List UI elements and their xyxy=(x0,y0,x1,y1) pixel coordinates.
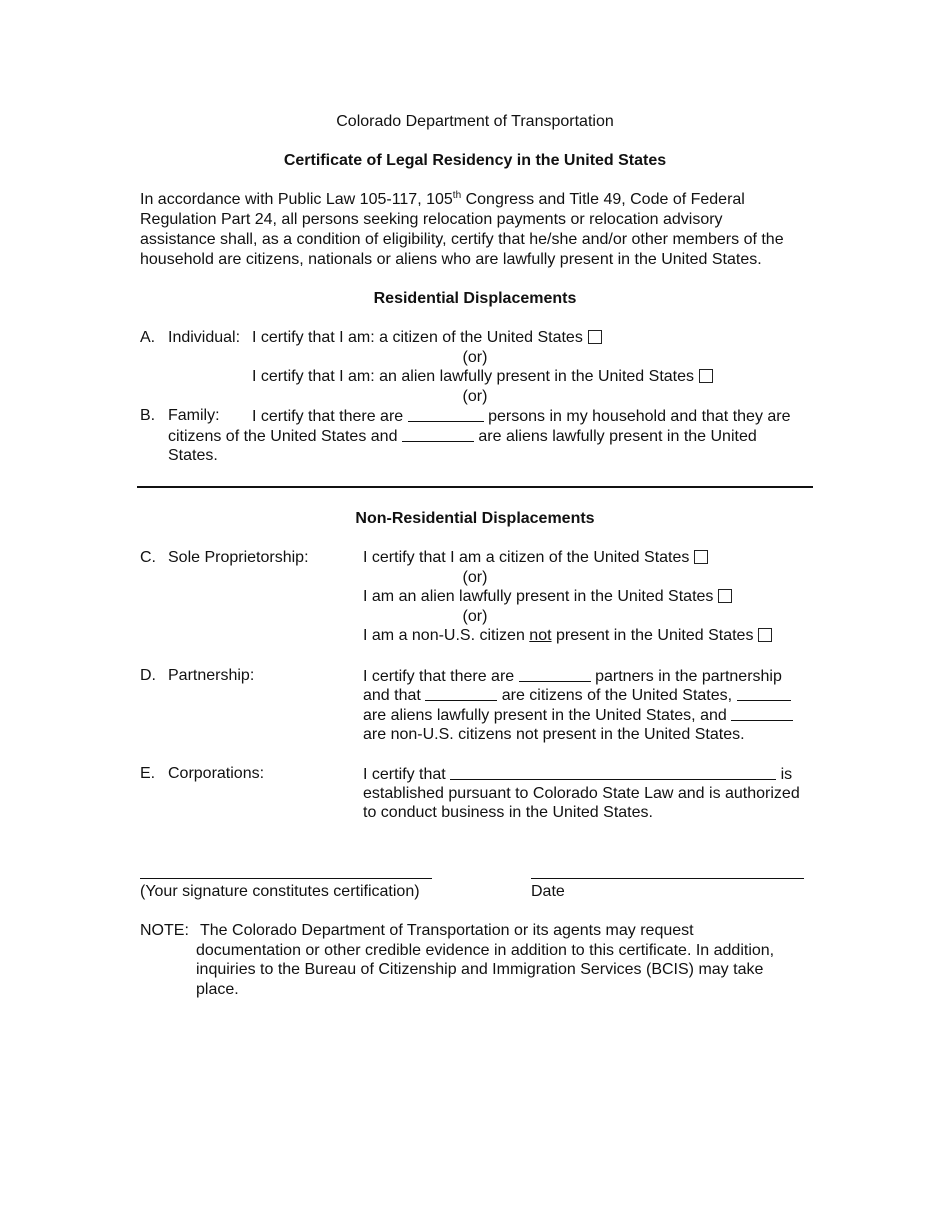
item-a-letter: A. xyxy=(140,329,156,346)
corporation-line-3: to conduct business in the United States. xyxy=(363,804,653,821)
date-label: Date xyxy=(531,883,565,900)
family-line-1-rest: persons in my household and that they are xyxy=(488,408,791,425)
or-separator: (or) xyxy=(462,349,488,366)
agency-name: Colorado Department of Transportation xyxy=(336,113,614,130)
partners-count-blank[interactable] xyxy=(519,666,591,682)
sole-noncitizen-option xyxy=(363,626,772,646)
individual-alien-text: I certify that I am: an alien lawfully present in the United States xyxy=(252,368,694,385)
intro-line-4: household are citizens, nationals or aliens who are lawfully present in the United States. xyxy=(140,251,762,268)
individual-alien-checkbox[interactable] xyxy=(699,369,713,383)
family-line-2-text: citizens of the United States and xyxy=(168,428,398,445)
individual-citizen-checkbox[interactable] xyxy=(588,330,602,344)
item-d-label: Partnership: xyxy=(168,667,255,684)
document-title: Certificate of Legal Residency in the United States xyxy=(283,152,667,169)
signature-label: (Your signature constitutes certification) xyxy=(140,883,420,900)
intro-line-1-rest: Congress and Title 49, Code of Federal xyxy=(461,191,745,208)
item-e-letter: E. xyxy=(140,765,156,782)
partnership-line-2 xyxy=(363,685,791,706)
underlined-not: not xyxy=(529,627,552,644)
partnership-line-3-text: are aliens lawfully present in the United States, and xyxy=(363,707,727,724)
sole-noncitizen-checkbox[interactable] xyxy=(758,628,772,642)
note-line-1: The Colorado Department of Transportation or its agents may request xyxy=(200,922,694,939)
note-line-3: inquiries to the Bureau of Citizenship and Immigration Services (BCIS) may take xyxy=(196,961,764,978)
note-label: NOTE: xyxy=(140,922,189,939)
nonresidential-heading: Non-Residential Displacements xyxy=(355,510,595,527)
sole-alien-text: I am an alien lawfully present in the United States xyxy=(363,588,714,605)
corporation-name-blank[interactable] xyxy=(450,764,776,780)
intro-line-1 xyxy=(140,190,745,210)
sole-citizen-checkbox[interactable] xyxy=(694,550,708,564)
note-line-2: documentation or other credible evidence in addition to this certificate. In addition, xyxy=(196,942,775,959)
partnership-line-1-rest: partners in the partnership xyxy=(595,668,782,685)
item-c-letter: C. xyxy=(140,549,156,566)
partnership-line-1-text: I certify that there are xyxy=(363,668,515,685)
residential-heading: Residential Displacements xyxy=(373,290,577,307)
family-line-1-text: I certify that there are xyxy=(252,408,404,425)
item-a-label: Individual: xyxy=(168,329,241,346)
individual-citizen-option xyxy=(252,328,602,348)
corporation-line-1 xyxy=(363,764,792,785)
corporation-line-1-rest: is xyxy=(780,766,793,783)
sole-alien-checkbox[interactable] xyxy=(718,589,732,603)
partnership-line-3 xyxy=(363,705,793,726)
intro-line-1-text: In accordance with Public Law 105-117, 105 xyxy=(140,191,453,208)
partners-aliens-blank[interactable] xyxy=(737,685,791,701)
item-b-label: Family: xyxy=(168,407,220,424)
ordinal-suffix: th xyxy=(452,190,462,201)
individual-citizen-text: I certify that I am: a citizen of the United States xyxy=(252,329,583,346)
partnership-line-4: are non-U.S. citizens not present in the United States. xyxy=(363,726,745,743)
item-b-letter: B. xyxy=(140,407,156,424)
intro-line-2: Regulation Part 24, all persons seeking relocation payments or relocation advisory xyxy=(140,211,723,228)
item-d-letter: D. xyxy=(140,667,156,684)
partners-noncitizens-blank[interactable] xyxy=(731,705,793,721)
sole-alien-option xyxy=(363,587,732,607)
family-line-2-rest: are aliens lawfully present in the United xyxy=(478,428,757,445)
family-line-1 xyxy=(252,406,791,427)
or-separator: (or) xyxy=(462,569,488,586)
intro-line-3: assistance shall, as a condition of eligibility, certify that he/she and/or other members of the xyxy=(140,231,784,248)
partnership-line-1 xyxy=(363,666,782,687)
corporation-line-2: established pursuant to Colorado State Law and is authorized xyxy=(363,785,800,802)
signature-line[interactable] xyxy=(140,878,432,879)
or-separator: (or) xyxy=(462,388,488,405)
sole-noncitizen-rest: present in the United States xyxy=(551,627,754,644)
partnership-line-2-text: and that xyxy=(363,687,421,704)
date-line[interactable] xyxy=(531,878,804,879)
household-persons-blank[interactable] xyxy=(408,406,484,422)
partnership-line-2-rest: are citizens of the United States, xyxy=(501,687,733,704)
sole-noncitizen-text: I am a non-U.S. citizen xyxy=(363,627,530,644)
item-c-label: Sole Proprietorship: xyxy=(168,549,309,566)
individual-alien-option xyxy=(252,367,713,387)
partners-citizens-blank[interactable] xyxy=(425,685,497,701)
family-line-2 xyxy=(168,426,757,447)
household-aliens-blank[interactable] xyxy=(402,426,474,442)
item-e-label: Corporations: xyxy=(168,765,265,782)
corporation-line-1-text: I certify that xyxy=(363,766,446,783)
family-line-3: States. xyxy=(168,447,218,464)
sole-citizen-text: I certify that I am a citizen of the United States xyxy=(363,549,690,566)
or-separator: (or) xyxy=(462,608,488,625)
section-divider xyxy=(137,486,813,488)
note-line-4: place. xyxy=(196,981,239,998)
sole-citizen-option xyxy=(363,548,708,568)
